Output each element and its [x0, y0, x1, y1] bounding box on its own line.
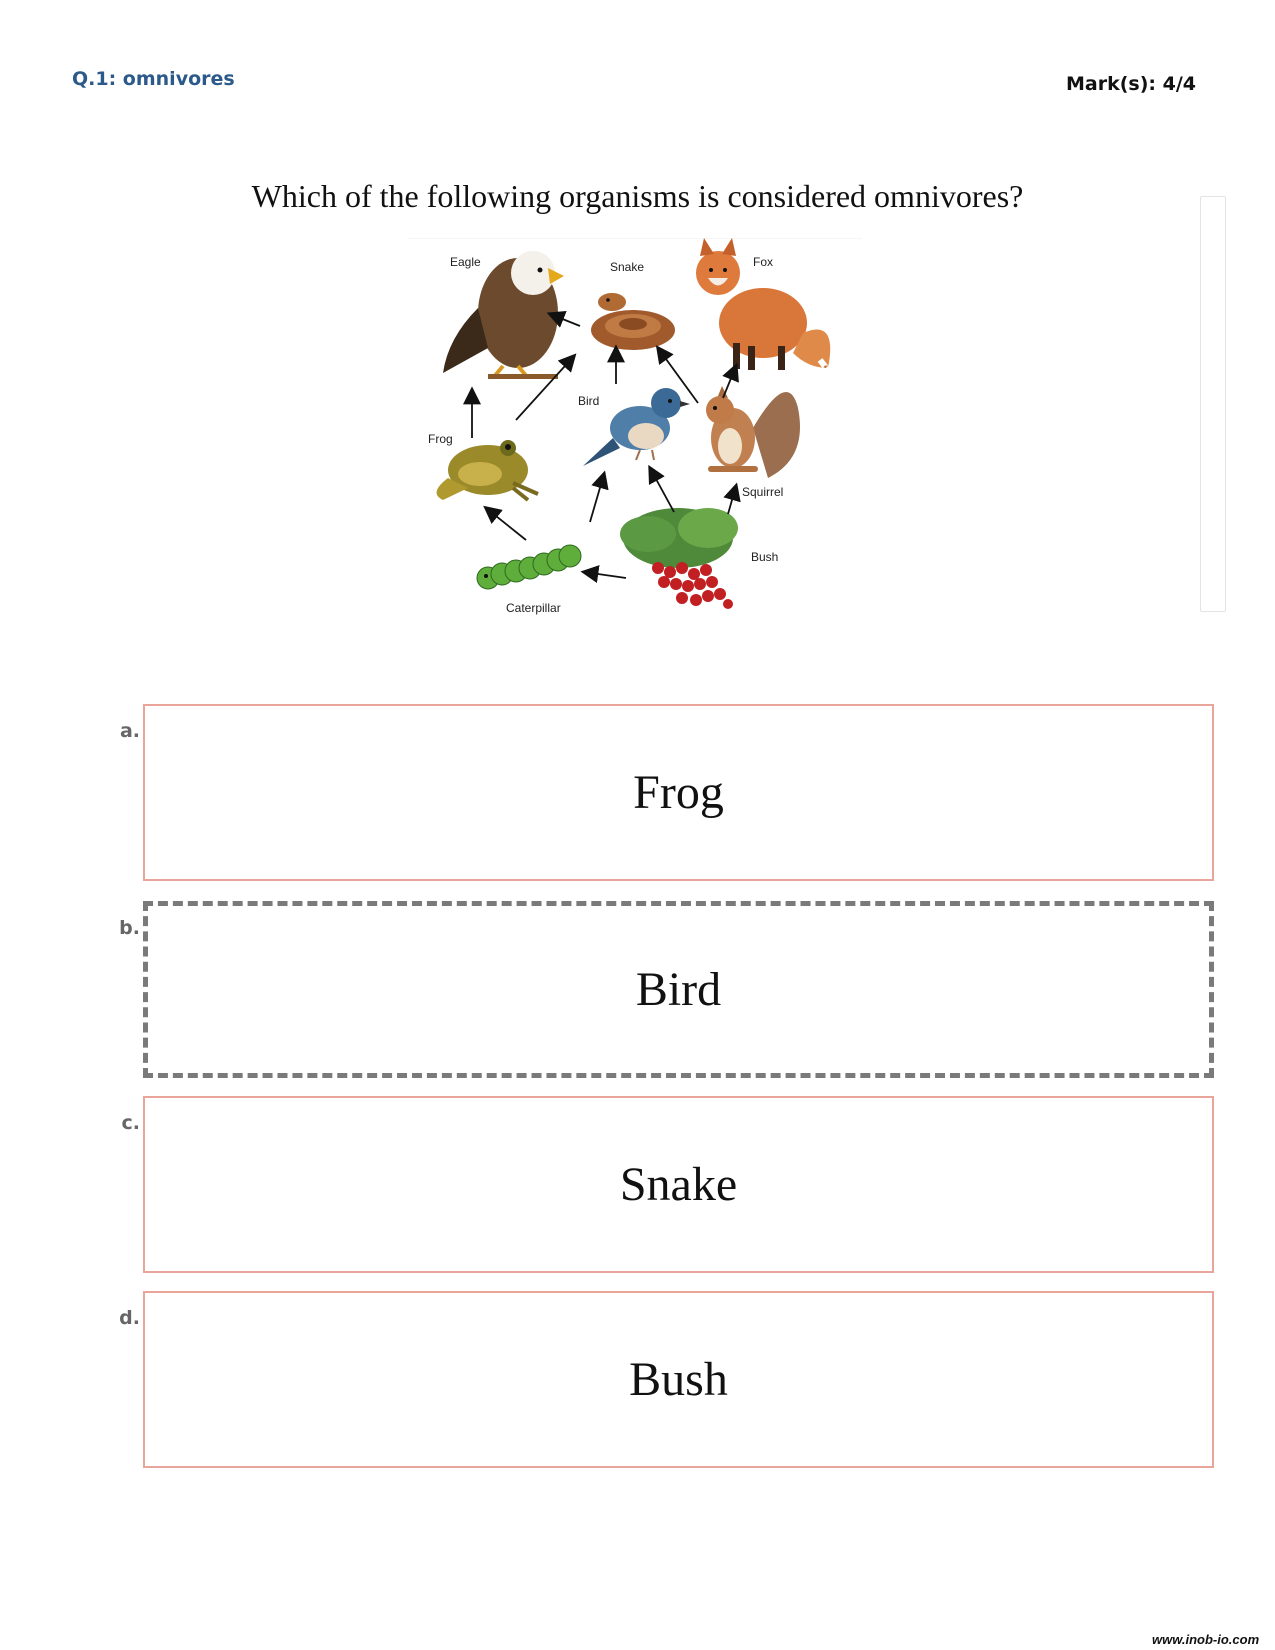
squirrel-label: Squirrel	[742, 485, 784, 499]
arrow-squirrel-to-fox	[723, 366, 736, 398]
bush-illustration	[620, 508, 738, 609]
eagle-label: Eagle	[450, 255, 481, 269]
option-c-text: Snake	[619, 1158, 738, 1211]
eagle-illustration	[443, 251, 564, 379]
option-d-text: Bush	[629, 1353, 728, 1406]
snake-label: Snake	[610, 260, 645, 274]
option-b[interactable]	[143, 901, 1214, 1078]
bird-label: Bird	[578, 394, 600, 408]
marks-label: Mark(s): 4/4	[1066, 73, 1197, 95]
caterpillar-label: Caterpillar	[506, 601, 561, 615]
option-b-letter: b.	[119, 917, 140, 939]
option-b-text: Bird	[635, 963, 722, 1016]
option-c[interactable]	[143, 1096, 1214, 1273]
question-text: Which of the following organisms is considered omnivores?	[251, 178, 1024, 214]
arrow-bush-to-bird	[650, 468, 674, 512]
food-web-svg	[408, 238, 862, 646]
option-d-letter: d.	[119, 1307, 140, 1329]
arrow-bush-to-caterpillar	[584, 572, 626, 578]
frog-label: Frog	[428, 432, 453, 446]
food-web-diagram	[408, 238, 862, 646]
option-a-letter: a.	[119, 720, 140, 742]
arrow-bush-to-squirrel	[728, 486, 736, 514]
option-d[interactable]	[143, 1291, 1214, 1468]
question-title: Q.1: omnivores	[72, 68, 235, 90]
arrow-caterpillar-to-frog	[486, 508, 526, 540]
option-a-text: Frog	[633, 766, 724, 819]
arrow-caterpillar-to-bird	[590, 474, 604, 522]
side-scroll-panel	[1200, 196, 1226, 612]
option-c-letter: c.	[121, 1112, 140, 1134]
squirrel-illustration	[706, 386, 800, 478]
footer-watermark: www.inob-io.com	[1152, 1632, 1260, 1647]
frog-illustration	[437, 440, 538, 500]
caterpillar-illustration	[477, 545, 581, 589]
option-a[interactable]	[143, 704, 1214, 881]
fox-label: Fox	[753, 255, 774, 269]
bush-label: Bush	[751, 550, 779, 564]
snake-illustration	[591, 293, 675, 350]
